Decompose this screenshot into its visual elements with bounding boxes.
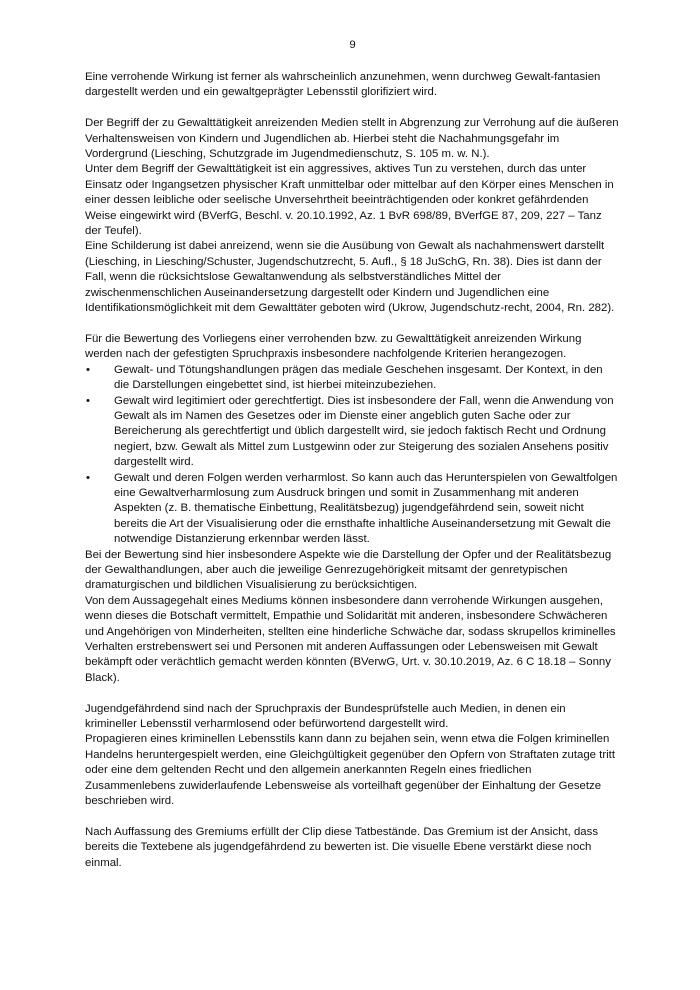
- page-number: 9: [349, 39, 356, 51]
- paragraph-aussagegehalt: Von dem Aussagegehalt eines Mediums können insbesondere dann verrohende Wirkungen ausgehen, wenn dieses die Botschaft vermittelt, Empathie und Solidarität mit anderen, insbesondere Schwächeren und Angehörigen von Minderheiten, stellten eine hinderliche Schwäche dar, sodass skrupellos kriminelles Verhalten erstrebenswert sei und Personen mit anderen Auffassungen oder Lebensweisen mit Gewalt bekämpft oder verächtlich gemacht werden könnten (BVerwG, Urt. v. 30.10.2019, Az. 6 C 18.18 – Sonny Black).: [85, 594, 616, 684]
- criteria-list-item: [85, 363, 620, 394]
- paragraph-begriff-anreizend: Der Begriff der zu Gewalttätigkeit anreizenden Medien stellt in Abgrenzung zur Verrohung auf die äußeren Verhaltensweisen von Kindern und Jugendlichen ab. Hierbei steht die Nachahmungsgefahr im Vordergrund (Liesching, Schutzgrade im Jugendmedienschutz, S. 105 m. w. N.).: [85, 117, 619, 161]
- bullet-icon: •: [86, 363, 90, 376]
- paragraph-propagieren: Propagieren eines kriminellen Lebensstils kann dann zu bejahen sein, wenn etwa die Folgen kriminellen Handelns heruntergespielt werden, eine Gleichgültigkeit gegenüber den Opfern von Straftaten zutage tritt oder eine dem geltenden Recht und den allgemein anerkannten Regeln eines friedlichen Zusammenlebens zuwiderlaufende Lebensweise als vorteilhaft gegenüber der Einhaltung der Gesetze beschrieben wird.: [85, 733, 615, 808]
- criteria-list-item: [85, 471, 620, 548]
- paragraph-begriff-gewalttaetigkeit: Unter dem Begriff der Gewalttätigkeit ist ein aggressives, aktives Tun zu verstehen, durch das unter Einsatz oder Ingangsetzen physischer Kraft unmittelbar oder mittelbar auf den Körper eines Menschen in einer dessen leibliche oder seelische Unversehrtheit beeinträchtigenden oder konkret gefährdenden Weise eingewirkt wird (BVerfG, Beschl. v. 20.10.1992, Az. 1 BvR 698/89, BVerfGE 87, 209, 227 – Tanz der Teufel).: [85, 163, 614, 238]
- paragraph-gap: [85, 809, 620, 824]
- criteria-text: Gewalt und deren Folgen werden verharmlost. So kann auch das Herunterspielen von Gewaltfolgen eine Gewaltverharmlosung zum Ausdruck bringen und somit in Zusammenhang mit anderen Aspekten (z. B. thematische Einbettung, Realitätsbezug) jugendgefährdend sein, soweit nicht bereits die Art der Visualisierung oder die ernsthafte inhaltliche Auseinandersetzung mit Gewalt die notwendige Distanzierung erkennbar werden lässt.: [114, 471, 618, 546]
- paragraph-schilderung-anreizend: Eine Schilderung ist dabei anreizend, wenn sie die Ausübung von Gewalt als nachahmenswert darstellt (Liesching, in Liesching/Schuster, Jugendschutzrecht, 5. Aufl., § 18 JuSchG, Rn. 38). Dies ist dann der Fall, wenn die rücksichtslose Gewaltanwendung als selbstverständliches Mittel der zwischenmenschlichen Auseinandersetzung dargestellt oder Kindern und Jugendlichen eine Identifikationsmöglichkeit mit dem Gewalttäter geboten wird (Ukrow, Jugendschutz-recht, 2004, Rn. 282).: [85, 240, 615, 315]
- paragraph-gap: [85, 101, 620, 116]
- paragraph-bewertung-kriterien: Für die Bewertung des Vorliegens einer verrohenden bzw. zu Gewalttätigkeit anreizenden Wirkung werden nach der gefestigten Spruchpraxis insbesondere nachfolgende Kriterien herangezogen.: [85, 332, 582, 361]
- paragraph-gap: [85, 686, 620, 701]
- paragraph-krimineller-lebensstil: Jugendgefährdend sind nach der Spruchpraxis der Bundesprüfstelle auch Medien, in denen ein krimineller Lebensstil verharmlosend oder befürwortend dargestellt wird.: [85, 702, 566, 731]
- criteria-list-item: [85, 394, 620, 471]
- bullet-icon: •: [86, 471, 90, 484]
- paragraph-auffassung-gremium: Nach Auffassung des Gremiums erfüllt der Clip diese Tatbestände. Das Gremium ist der Ansicht, dass bereits die Textebene als jugendgefährdend zu bewerten ist. Die visuelle Ebene verstärkt diese noch einmal.: [85, 825, 599, 869]
- paragraph-bewertung-aspekte: Bei der Bewertung sind hier insbesondere Aspekte wie die Darstellung der Opfer und der Realitätsbezug der Gewalthandlungen, aber auch die jeweilige Genrezugehörigkeit mitsamt der genretypischen dramaturgischen und bildlichen Visualisierung zu berücksichtigen.: [85, 548, 612, 592]
- document-page: [85, 38, 620, 871]
- bullet-icon: •: [86, 394, 90, 407]
- paragraph-gap: [85, 316, 620, 331]
- criteria-text: Gewalt- und Tötungshandlungen prägen das mediale Geschehen insgesamt. Der Kontext, in den die Darstellungen eingebettet sind, ist hierbei miteinzubeziehen.: [114, 363, 603, 392]
- paragraph-verrohende-wirkung: Eine verrohende Wirkung ist ferner als wahrscheinlich anzunehmen, wenn durchweg Gewalt-fantasien dargestellt werden und ein gewaltgeprägter Lebensstil glorifiziert wird.: [85, 71, 601, 99]
- criteria-text: Gewalt wird legitimiert oder gerechtfertigt. Dies ist insbesondere der Fall, wenn die Anwendung von Gewalt als im Namen des Gesetzes oder im Dienste einer angeblich guten Sache oder zur Bereicherung als gerechtfertigt und üblich dargestellt wird, sie jedoch faktisch Recht und Ordnung negiert, bzw. Gewalt als Mittel zum Lustgewinn oder zur Steigerung des sozialen Ansehens positiv dargestellt wird.: [114, 394, 614, 469]
